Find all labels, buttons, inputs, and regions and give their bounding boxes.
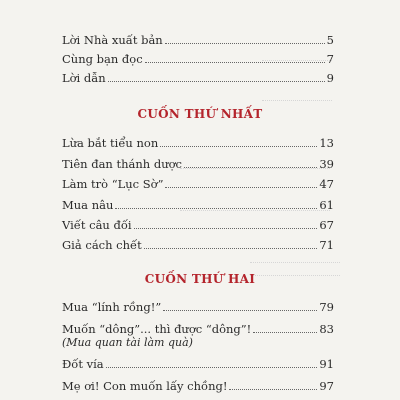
entry-page-number: 71 — [319, 238, 334, 252]
toc-entry[interactable] — [62, 31, 334, 47]
entry-title: Mua “lính rồng!” — [62, 300, 162, 314]
dot-leader — [134, 228, 318, 229]
entry-title: Làm trò “Lục Sờ” — [62, 177, 164, 191]
entry-title: Lời Nhà xuất bản — [62, 33, 163, 47]
bleed-through-line — [262, 100, 332, 101]
entry-title: Cùng bạn đọc — [62, 52, 143, 66]
entry-page-number: 61 — [319, 198, 334, 212]
dot-leader — [106, 367, 318, 368]
entry-title: Lừa bắt tiểu non — [62, 136, 159, 150]
section-heading: CUỐN THỨ HAI — [144, 272, 256, 286]
dot-leader — [145, 62, 325, 63]
entry-title: Viết câu đối — [62, 218, 132, 232]
toc-entry[interactable] — [62, 320, 334, 336]
toc-entry[interactable] — [62, 216, 334, 232]
entry-page-number: 79 — [319, 300, 334, 314]
entry-title: Mẹ ơi! Con muốn lấy chồng! — [62, 379, 228, 393]
section-heading: CUỐN THỨ NHẤT — [137, 107, 263, 121]
dot-leader — [229, 389, 317, 390]
entry-page-number: 39 — [319, 157, 334, 171]
dot-leader — [163, 310, 317, 311]
dot-leader — [165, 43, 325, 44]
toc-entry[interactable] — [62, 175, 334, 191]
entry-page-number: 91 — [319, 357, 334, 371]
toc-entry[interactable] — [62, 298, 334, 314]
entry-page-number: 5 — [326, 33, 334, 47]
toc-entry[interactable] — [62, 155, 334, 171]
entry-title: Tiên đan thánh dược — [62, 157, 182, 171]
dot-leader — [160, 146, 317, 147]
entry-title: Muốn “dông”... thì được “dông”! — [62, 322, 252, 336]
toc-entry[interactable] — [62, 236, 334, 252]
toc-entry[interactable] — [62, 69, 334, 85]
dot-leader — [108, 81, 325, 82]
dot-leader — [253, 332, 317, 333]
dot-leader — [144, 248, 318, 249]
entry-page-number: 83 — [319, 322, 334, 336]
toc-entry[interactable] — [62, 196, 334, 212]
toc-entry[interactable] — [62, 355, 334, 371]
entry-page-number: 13 — [319, 136, 334, 150]
entry-subtitle: (Mua quan tài làm quà) — [62, 336, 193, 349]
entry-page-number: 7 — [326, 52, 334, 66]
entry-title: Đốt vía — [62, 357, 104, 371]
bleed-through-line — [250, 262, 340, 263]
entry-page-number: 97 — [319, 379, 334, 393]
entry-page-number: 47 — [319, 177, 334, 191]
toc-entry[interactable] — [62, 377, 334, 393]
dot-leader — [184, 167, 317, 168]
dot-leader — [115, 208, 317, 209]
dot-leader — [165, 187, 317, 188]
entry-page-number: 67 — [319, 218, 334, 232]
entry-page-number: 9 — [326, 71, 334, 85]
entry-title: Mua nâu — [62, 198, 114, 212]
toc-entry[interactable] — [62, 134, 334, 150]
entry-title: Giả cách chết — [62, 238, 142, 252]
entry-title: Lời dẫn — [62, 71, 106, 85]
toc-entry[interactable] — [62, 50, 334, 66]
